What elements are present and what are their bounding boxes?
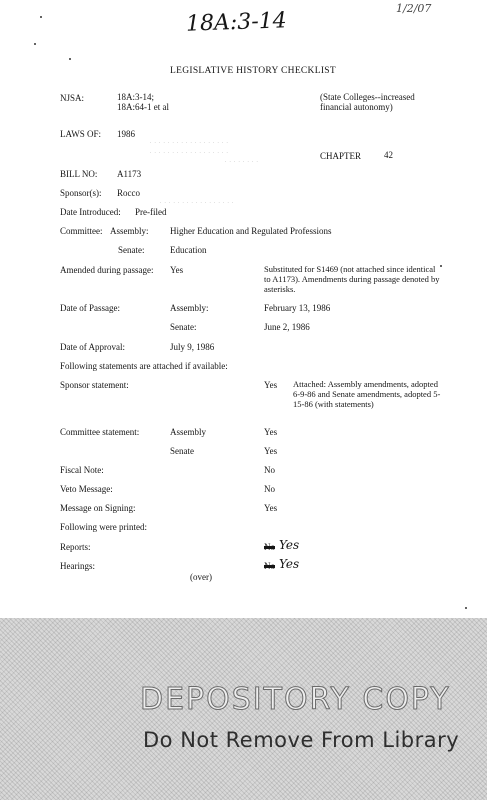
scan-speck	[40, 16, 42, 18]
date-of-approval-label: Date of Approval:	[60, 342, 125, 352]
faint-bleedthrough-text: . . . . . . . . . . . . . . . . .	[160, 200, 235, 205]
reports-handwritten-value: Yes	[279, 538, 300, 552]
corner-handwritten-mark: 1/2/07	[396, 2, 432, 15]
amended-label: Amended during passage:	[60, 265, 154, 275]
laws-of-label: LAWS OF:	[60, 129, 102, 139]
bill-no-value: A1173	[117, 169, 142, 179]
njsa-value-line2: 18A:64-1 et al	[117, 102, 169, 112]
veto-message-label: Veto Message:	[60, 484, 113, 494]
over-indicator: (over)	[190, 572, 212, 582]
committee-label: Committee:	[60, 226, 103, 236]
following-attached-heading: Following statements are attached if available:	[60, 361, 228, 371]
hearings-label: Hearings:	[60, 561, 95, 571]
committee-statement-assembly-value: Yes	[264, 427, 278, 437]
reports-struck-value: No	[264, 542, 275, 552]
passage-senate-value: June 2, 1986	[264, 322, 310, 332]
laws-of-value: 1986	[117, 129, 135, 139]
date-introduced-value: Pre-filed	[135, 207, 167, 217]
njsa-note-line1: (State Colleges--increased	[320, 92, 415, 102]
committee-assembly-label: Assembly:	[110, 226, 149, 236]
njsa-note-line2: financial autonomy)	[320, 102, 393, 112]
date-of-passage-label: Date of Passage:	[60, 303, 120, 313]
chapter-value: 42	[384, 150, 393, 160]
following-printed-heading: Following were printed:	[60, 522, 147, 532]
scan-speck	[69, 58, 71, 60]
message-on-signing-label: Message on Signing:	[60, 503, 136, 513]
njsa-value-line1: 18A:3-14;	[117, 92, 154, 102]
njsa-label: NJSA:	[60, 93, 85, 103]
amended-value: Yes	[170, 265, 184, 275]
amended-note: Substituted for S1469 (not attached since identical to A1173). Amendments during passage denoted by asterisks.	[264, 264, 440, 294]
depository-copy-stamp: DEPOSITORY COPY	[140, 682, 451, 717]
bill-no-label: BILL NO:	[60, 169, 98, 179]
fiscal-note-label: Fiscal Note:	[60, 465, 104, 475]
faint-bleedthrough-text: . . . . . . . . . . . . . . . . . .	[150, 150, 229, 155]
committee-statement-senate-label: Senate	[170, 446, 194, 456]
faint-bleedthrough-text: . . . . . . . .	[225, 159, 259, 164]
committee-statement-assembly-label: Assembly	[170, 427, 206, 437]
do-not-remove-stamp: Do Not Remove From Library	[143, 728, 460, 752]
passage-assembly-value: February 13, 1986	[264, 303, 331, 313]
fiscal-note-value: No	[264, 465, 275, 475]
committee-statement-label: Committee statement:	[60, 427, 140, 437]
sponsors-label: Sponsor(s):	[60, 188, 102, 198]
passage-senate-label: Senate:	[170, 322, 197, 332]
date-introduced-label: Date Introduced:	[60, 207, 121, 217]
committee-senate-label: Senate:	[118, 245, 145, 255]
hearings-handwritten-value: Yes	[279, 557, 300, 571]
sponsor-statement-label: Sponsor statement:	[60, 380, 129, 390]
scan-speck	[465, 607, 467, 609]
date-of-approval-value: July 9, 1986	[170, 342, 215, 352]
veto-message-value: No	[264, 484, 275, 494]
sponsors-value: Rocco	[117, 188, 140, 198]
committee-statement-senate-value: Yes	[264, 446, 278, 456]
sponsor-statement-value: Yes	[264, 380, 278, 390]
handwritten-bill-number: 18A:3-14	[185, 8, 288, 37]
committee-senate-value: Education	[170, 245, 207, 255]
sponsor-statement-note: Attached: Assembly amendments, adopted 6-9-86 and Senate amendments, adopted 5-15-86 (with statements)	[293, 379, 441, 409]
passage-assembly-label: Assembly:	[170, 303, 209, 313]
message-on-signing-value: Yes	[264, 503, 278, 513]
committee-assembly-value: Higher Education and Regulated Professions	[170, 226, 332, 236]
faint-bleedthrough-text: . . . . . . . . . . . . . . . . . .	[150, 140, 229, 145]
scan-speck	[34, 43, 36, 45]
reports-label: Reports:	[60, 542, 91, 552]
chapter-label: CHAPTER	[320, 151, 362, 161]
hearings-struck-value: No	[264, 561, 275, 571]
document-title: LEGISLATIVE HISTORY CHECKLIST	[170, 66, 336, 76]
